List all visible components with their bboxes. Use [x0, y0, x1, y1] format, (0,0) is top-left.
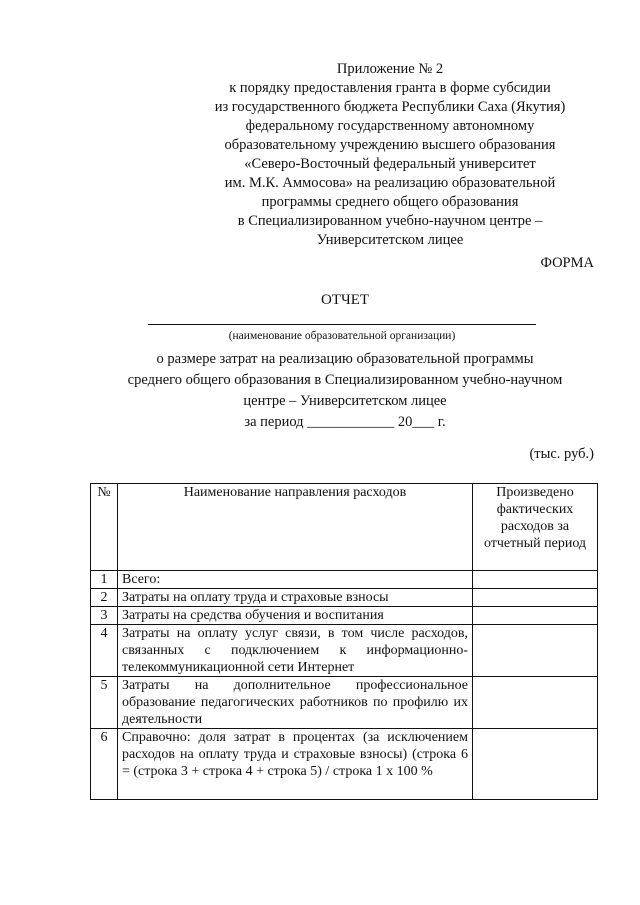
table-row [91, 729, 598, 800]
table-row [91, 571, 598, 589]
row-name: Затраты на оплату труда и страховые взносы [118, 589, 473, 607]
appendix-line: Приложение № 2 [336, 61, 444, 77]
table-row [91, 589, 598, 607]
appendix-line: им. М.К. Аммосова» на реализацию образовательной [224, 175, 556, 191]
row-value-cell[interactable] [473, 729, 598, 800]
appendix-line: в Специализированном учебно-научном центре – [237, 213, 543, 229]
report-period: за период ____________ 20___ г. [244, 414, 446, 430]
table-row [91, 625, 598, 677]
organization-caption: (наименование образовательной организации) [228, 330, 456, 342]
table-row [91, 607, 598, 625]
header-expense-direction: Наименование направления расходов [118, 484, 473, 571]
appendix-line: Университетском лицее [316, 232, 464, 248]
appendix-line: из государственного бюджета Республики Саха (Якутия) [214, 99, 566, 115]
row-number: 5 [91, 677, 118, 729]
row-value-cell[interactable] [473, 677, 598, 729]
appendix-line: образовательному учреждению высшего образования [224, 137, 556, 153]
row-number: 6 [91, 729, 118, 800]
subject-line: центре – Университетском лицее [243, 393, 447, 409]
appendix-header [180, 60, 600, 250]
appendix-line: программы среднего общего образования [261, 194, 519, 210]
row-name: Справочно: доля затрат в процентах (за исключением расходов на оплату труда и страховые взносы) (строка 6 = (строка 3 + строка 4 + строка 5) / строка 1 x 100 % [118, 729, 473, 800]
row-name: Затраты на дополнительное профессиональное образование педагогических работников по профилю их деятельности [118, 677, 473, 729]
row-number: 1 [91, 571, 118, 589]
organization-name-line [148, 324, 536, 325]
row-value-cell[interactable] [473, 571, 598, 589]
row-number: 3 [91, 607, 118, 625]
row-name: Затраты на оплату услуг связи, в том числе расходов, связанных с подключением к информационно-телекоммуникационной сети Интернет [118, 625, 473, 677]
expense-report-table [90, 483, 598, 800]
header-number: № [91, 484, 118, 571]
table-row [91, 677, 598, 729]
header-actual-expenses: Произведено фактических расходов за отчетный период [473, 484, 598, 571]
subject-line: о размере затрат на реализацию образовательной программы [156, 351, 534, 367]
form-label: ФОРМА [540, 255, 594, 271]
row-name: Всего: [118, 571, 473, 589]
report-title: ОТЧЕТ [320, 292, 370, 308]
appendix-line: федеральному государственному автономному [245, 118, 535, 134]
row-value-cell[interactable] [473, 625, 598, 677]
table-header-row [91, 484, 598, 571]
row-name: Затраты на средства обучения и воспитания [118, 607, 473, 625]
subject-line: среднего общего образования в Специализированном учебно-научном [127, 372, 563, 388]
row-number: 2 [91, 589, 118, 607]
report-subject [100, 349, 590, 433]
units-label: (тыс. руб.) [529, 446, 594, 462]
row-value-cell[interactable] [473, 589, 598, 607]
appendix-line: «Северо-Восточный федеральный университет [244, 156, 536, 172]
row-value-cell[interactable] [473, 607, 598, 625]
appendix-line: к порядку предоставления гранта в форме субсидии [229, 80, 551, 96]
row-number: 4 [91, 625, 118, 677]
